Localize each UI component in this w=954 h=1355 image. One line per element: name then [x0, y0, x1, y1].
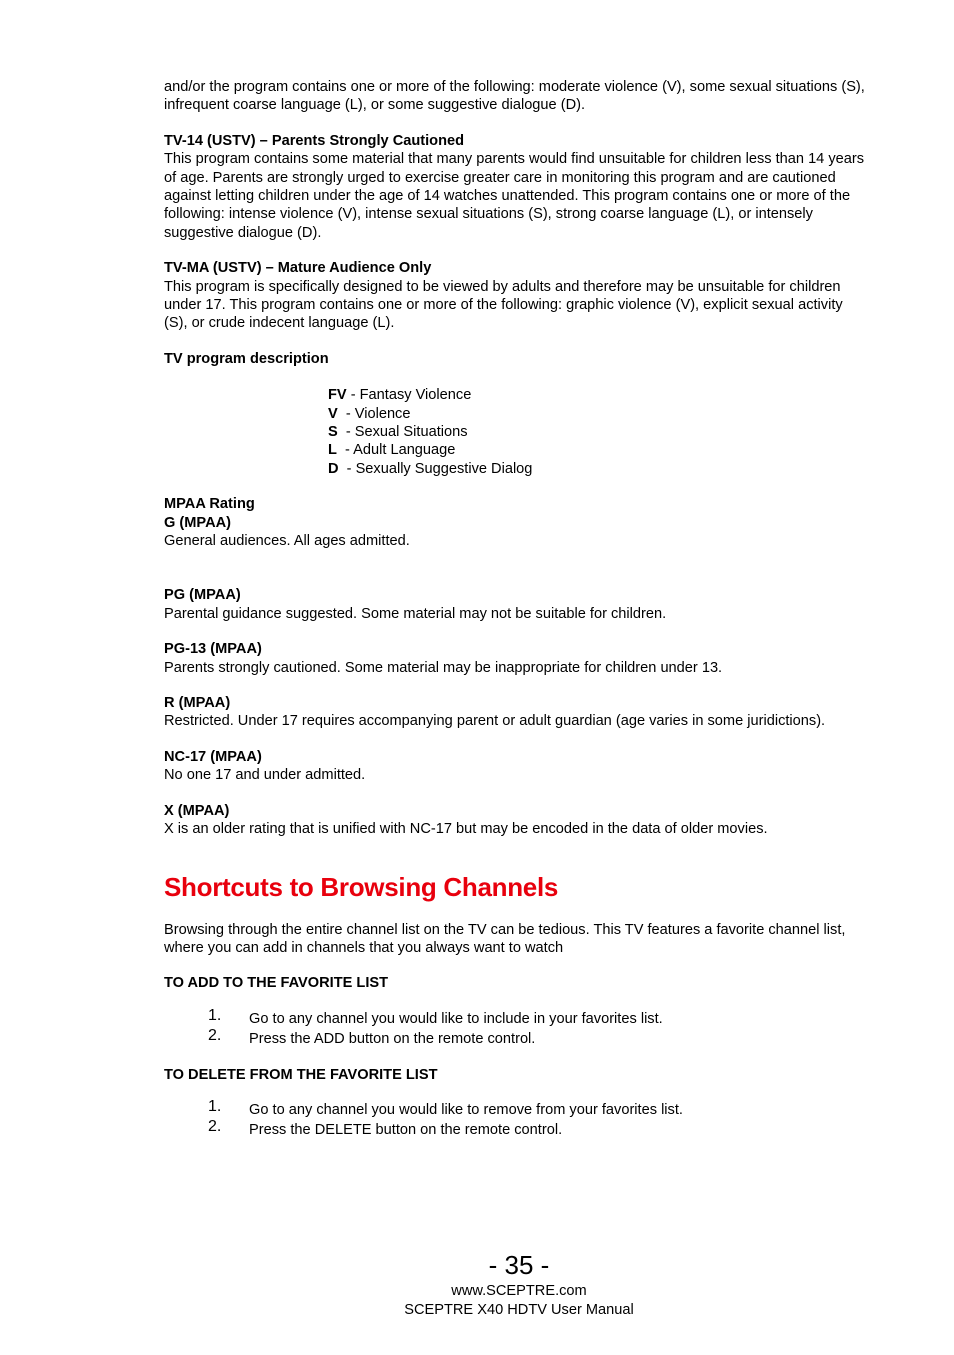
list-item — [164, 1120, 869, 1140]
pg13-title: PG-13 (MPAA) — [164, 641, 262, 658]
tvma-title: TV-MA (USTV) – Mature Audience Only — [164, 260, 432, 277]
tv14-body: This program contains some material that many parents would find unsuitable for children less than 14 years of age. Parents are strongly urged to exercise greater care in monitoring this program and are cautioned against letting children under the age of 14 watches unattended. This program contains one or more of the following: intense violence (V), intense sexual situations (S), strong coarse language (L), or intensely suggestive dialogue (D). — [164, 151, 865, 241]
list-item — [328, 386, 869, 404]
footer-manual-title: SCEPTRE X40 HDTV User Manual — [404, 1302, 634, 1318]
manual-page — [164, 78, 869, 1140]
step-number: 2. — [208, 1026, 222, 1044]
section-heading: Shortcuts to Browsing Channels — [164, 871, 559, 902]
intro-paragraph: and/or the program contains one or more of the following: moderate violence (V), some sexual situations (S), infrequent coarse language (L), or some suggestive dialogue (D). — [164, 79, 865, 114]
nc17-body: No one 17 and under admitted. — [164, 767, 366, 784]
step-number: 1. — [208, 1006, 222, 1024]
x-title: X (MPAA) — [164, 802, 230, 819]
footer-url: www.SCEPTRE.com — [451, 1283, 587, 1299]
g-title: G (MPAA) — [164, 514, 232, 531]
desc-code: FV — [328, 387, 347, 404]
shortcuts-intro: Browsing through the entire channel list on the TV can be tedious. This TV features a favorite channel list, where you can add in channels that you always want to watch — [164, 921, 846, 956]
step-number: 2. — [208, 1118, 222, 1136]
desc-text: - Sexually Suggestive Dialog — [338, 460, 533, 477]
desc-code: V — [328, 405, 338, 422]
desc-text: - Adult Language — [336, 442, 456, 459]
step-text: Press the DELETE button on the remote control. — [249, 1122, 563, 1139]
list-item — [328, 405, 869, 423]
page-number: - 35 - — [488, 1250, 550, 1280]
tv14-title: TV-14 (USTV) – Parents Strongly Cautioned — [164, 132, 465, 149]
delete-favorite-steps — [164, 1100, 869, 1140]
list-item — [328, 423, 869, 441]
step-text: Press the ADD button on the remote control. — [249, 1030, 536, 1047]
pg13-body: Parents strongly cautioned. Some material may be inappropriate for children under 13. — [164, 659, 723, 676]
pg-body: Parental guidance suggested. Some material may not be suitable for children. — [164, 605, 667, 622]
g-body: General audiences. All ages admitted. — [164, 533, 410, 550]
list-item — [328, 460, 869, 478]
step-number: 1. — [208, 1098, 222, 1116]
nc17-title: NC-17 (MPAA) — [164, 748, 262, 765]
add-favorite-steps — [164, 1006, 869, 1049]
r-body: Restricted. Under 17 requires accompanying parent or adult guardian (age varies in some juridictions). — [164, 713, 826, 730]
list-item — [164, 1100, 869, 1120]
step-text: Go to any channel you would like to include in your favorites list. — [249, 1010, 663, 1027]
list-item — [164, 1026, 869, 1049]
list-item — [328, 441, 869, 459]
delete-favorite-title: TO DELETE FROM THE FAVORITE LIST — [164, 1066, 438, 1083]
add-favorite-title: TO ADD TO THE FAVORITE LIST — [164, 975, 389, 992]
list-item — [164, 1006, 869, 1029]
desc-code: S — [328, 424, 338, 441]
tvma-body: This program is specifically designed to be viewed by adults and therefore may be unsuitable for children under 17. This program contains one or more of the following: graphic violence (V), explicit sexual activity (S), or crude indecent language (L). — [164, 278, 843, 332]
x-body: X is an older rating that is unified with NC-17 but may be encoded in the data of older movies. — [164, 821, 768, 838]
step-text: Go to any channel you would like to remove from your favorites list. — [249, 1102, 683, 1119]
tv-description-list — [328, 386, 869, 478]
r-title: R (MPAA) — [164, 695, 231, 712]
pg-title: PG (MPAA) — [164, 587, 241, 604]
desc-code: D — [328, 460, 339, 477]
desc-text: - Sexual Situations — [337, 424, 468, 441]
tv-description-title: TV program description — [164, 350, 329, 367]
mpaa-title: MPAA Rating — [164, 496, 255, 513]
desc-text: - Violence — [337, 405, 411, 422]
desc-code: L — [328, 442, 337, 459]
desc-text: - Fantasy Violence — [346, 387, 472, 404]
